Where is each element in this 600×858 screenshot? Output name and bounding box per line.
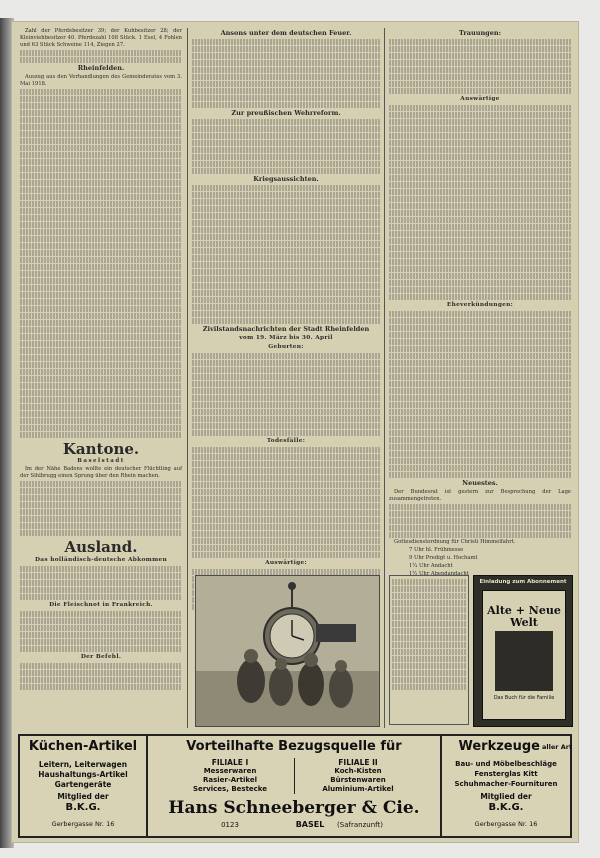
banner-advertisement: [18, 734, 572, 838]
news-photo: [195, 575, 380, 727]
address: Gerbergasse Nr. 16: [51, 820, 115, 828]
kuechen-title: Küchen-Artikel: [28, 739, 138, 754]
bkg-label: B.K.G.: [65, 802, 101, 813]
city-sub: (Safranzunft): [337, 821, 383, 829]
werkzeuge-title: Werkzeuge: [458, 739, 540, 754]
ad-line: Aluminium-Artikel: [322, 785, 394, 793]
section-heading: Trauungen:: [459, 29, 501, 37]
ad-line: Haushaltungs-Artikel: [38, 770, 128, 779]
list-item: 1¼ Uhr Andacht: [409, 563, 453, 569]
ad-line: Bau- und Möbelbeschläge: [455, 760, 557, 768]
ad-line: Rasier-Artikel: [202, 776, 257, 784]
column-2: [192, 28, 380, 573]
phone-number: 0123: [221, 821, 239, 829]
filiale-1-label: FILIALE I: [211, 758, 249, 767]
column-rule: [384, 28, 385, 728]
article-text: Auszug aus den Verhandlungen des Gemeinderates vom 3. Mai 1918.: [20, 74, 182, 87]
column-1: [20, 28, 182, 728]
subheading: Baselstadt: [77, 458, 125, 464]
city: BASEL: [295, 820, 325, 829]
subheading: Eheverkündungen:: [446, 302, 514, 308]
ausland-heading: Ausland.: [64, 538, 138, 556]
magazine-name: Alte + Neue Welt: [487, 604, 561, 629]
section-heading: Rheinfelden.: [77, 64, 125, 72]
einladung-advertisement: [473, 575, 573, 727]
einladung-title: Einladung zum Abonnement: [479, 579, 567, 585]
ad-line: Fensterglas Kitt: [474, 770, 538, 778]
center-title: Vorteilhafte Bezugsquelle für: [186, 739, 402, 754]
book-cover: [482, 590, 566, 720]
column-3: [389, 28, 571, 577]
cover-illustration: [495, 631, 553, 691]
member-label: Mitglied der: [480, 792, 532, 801]
section-heading: Kriegsaussichten.: [253, 175, 319, 183]
small-advertisement: [389, 575, 469, 725]
column-rule: [187, 28, 188, 728]
werkzeuge-title-2: aller Art: [542, 743, 573, 751]
article-text: Im der Nähe Badens wollte ein deutscher Flüchtling auf der Sihlbrugg einen Sprung über den Rhein machen.: [20, 466, 182, 479]
ad-line: Schuhmacher-Fournituren: [454, 780, 558, 788]
kantone-heading: Kantone.: [62, 440, 140, 458]
section-heading: Der Befehl.: [80, 654, 122, 660]
newspaper-page: [12, 22, 578, 842]
article-text: Zahl der Pferdebesitzer 39; der Kuhbesitzer 28; der Kleinviehbesitzer 40. Pferdezahl 108 Stück. 1 Esel, 4 Fohlen und 63 Stück Schweine 114, Ziegen 27.: [20, 28, 182, 48]
ad-line: Bürstenwaren: [330, 776, 386, 784]
list-item: 7 Uhr hl. Frühmesse: [409, 547, 464, 553]
address: Gerbergasse Nr. 16: [474, 820, 538, 828]
subheading: Auswärtige:: [265, 560, 307, 566]
section-heading: Neuestes.: [462, 479, 498, 487]
section-heading: Ansons unter dem deutschen Feuer.: [220, 29, 352, 37]
subheading: vom 19. März bis 30. April: [239, 335, 333, 341]
member-label: Mitglied der: [57, 792, 109, 801]
ad-line: Koch-Kisten: [334, 767, 382, 775]
subheading: Auswärtige: [460, 96, 500, 102]
article-text: Der Bundesrat ist gestern zur Besprechung der Lage zusammengetreten.: [389, 489, 571, 502]
section-heading: Die Fleischnot in Frankreich.: [49, 602, 153, 608]
subheading: Geburten:: [268, 344, 304, 350]
ad-line: Leitern, Leiterwagen: [38, 760, 128, 769]
list-item: 1½ Uhr Abendandacht: [409, 571, 469, 577]
section-heading: Das holländisch-deutsche Abkommen: [34, 557, 168, 563]
ad-line: Gartengeräte: [54, 780, 112, 789]
article-text: Gottesdienstordnung für Christi Himmelfahrt.: [394, 539, 516, 545]
section-heading: Zivilstandsnachrichten der Stadt Rheinfelden: [202, 325, 370, 333]
filiale-2-label: FILIALE II: [338, 758, 378, 767]
company-name: Hans Schneeberger & Cie.: [168, 798, 420, 818]
section-heading: Zur preußischen Wehrreform.: [231, 109, 341, 117]
ad-line: Services, Bestecke: [192, 785, 268, 793]
photo-illustration: [196, 576, 379, 726]
list-item: 9 Uhr Predigt u. Hochamt: [409, 555, 478, 561]
magazine-tagline: Das Buch für die Familie: [493, 695, 555, 701]
ad-line: Messerwaren: [203, 767, 257, 775]
bkg-label: B.K.G.: [488, 802, 524, 813]
subheading: Todesfälle:: [266, 438, 306, 444]
